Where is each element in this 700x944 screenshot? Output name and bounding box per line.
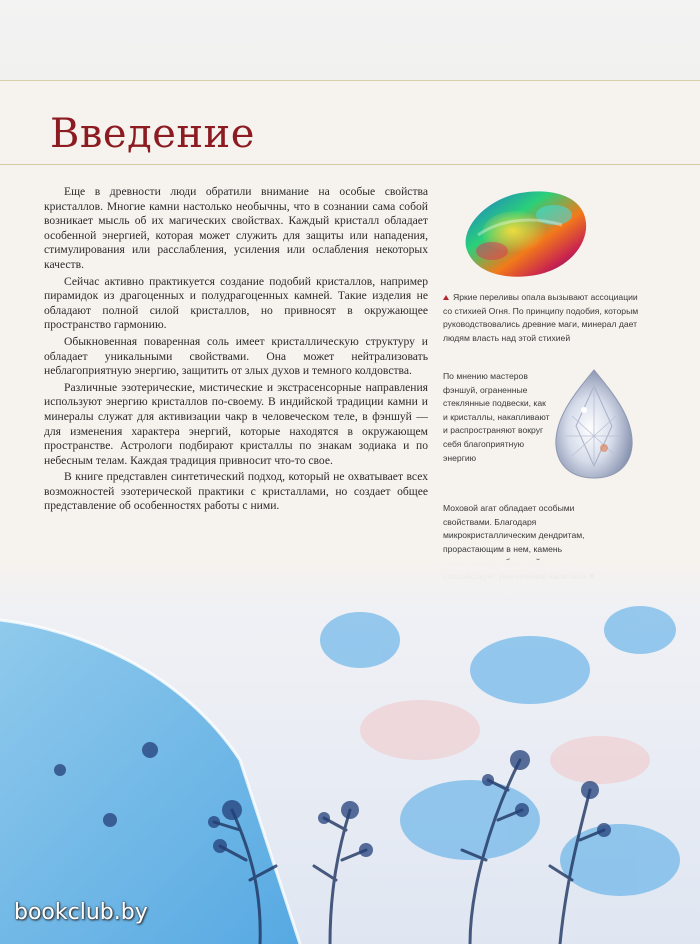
paragraph-2: Сейчас активно практикуется создание подобий кристаллов, например пирамидок из драгоценных и полудрагоценных камней. Такие изделия не обладают полной силой кристаллов, но привносят в окружающее пространство гармонию. xyxy=(44,274,428,332)
header-rule-top xyxy=(0,80,700,81)
crystal-pendant-image xyxy=(552,366,636,480)
agate-caption-text: Моховой агат обладает особыми свойствами. Благодаря микрокристаллическим дендритам, прорастающим в нем, камень xyxy=(443,503,585,554)
paragraph-1: Еще в древности люди обратили внимание на особые свойства кристаллов. Многие камни настолько необычны, что в сознании сама собой возникает мысль об их магических свойствах. Каждый кристалл обладает особенной энергией, которая может служить для защиты или нападения, стимулирования или расслабления, усиления или ослабления некоторых качеств. xyxy=(44,185,428,271)
opal-caption xyxy=(443,291,643,345)
paragraph-4: Различные эзотерические, мистические и экстрасенсорные направления используют энергию кристаллов по-своему. В индийской традиции камни и минералы служат для активизации чакр в человеческом теле, в фэншуй — для изменения характера энергий, которые находятся в окружающем пространстве. Астрологи подбирают кристаллы по знакам зодиака и по небесным телам. Каждая традиция привносит что-то свое. xyxy=(44,380,428,467)
body-text xyxy=(44,185,428,516)
opal-image xyxy=(458,185,590,280)
caption-up-marker-icon xyxy=(443,295,449,300)
moss-agate-image xyxy=(0,560,700,944)
paragraph-5: В книге представлен синтетический подход, который не охватывает всех возможностей эзотерической практики с кристаллами, но создает общее представление об особенностях работы с ними. xyxy=(44,470,428,513)
page-title: Введение xyxy=(50,111,255,157)
watermark: bookclub.by xyxy=(14,900,148,925)
crystal-caption: По мнению мастеров фэншуй, ограненные стеклянные подвески, как и кристаллы, накапливают и распространяют вокруг себя благоприятную энергию xyxy=(443,371,550,463)
top-band xyxy=(0,0,700,80)
opal-caption-text: Яркие переливы опала вызывают ассоциации со стихией Огня. По принципу подобия, которым руководствовались древние маги, минерал дает людям власть над этой стихией xyxy=(443,292,639,343)
header-rule-bottom xyxy=(0,164,700,165)
paragraph-3: Обыкновенная поваренная соль имеет кристаллическую структуру и обладает уникальными свойствами. Она может нейтрализовать неблагоприятную энергию, защитить от злых духов и темного колдовства. xyxy=(44,334,428,378)
